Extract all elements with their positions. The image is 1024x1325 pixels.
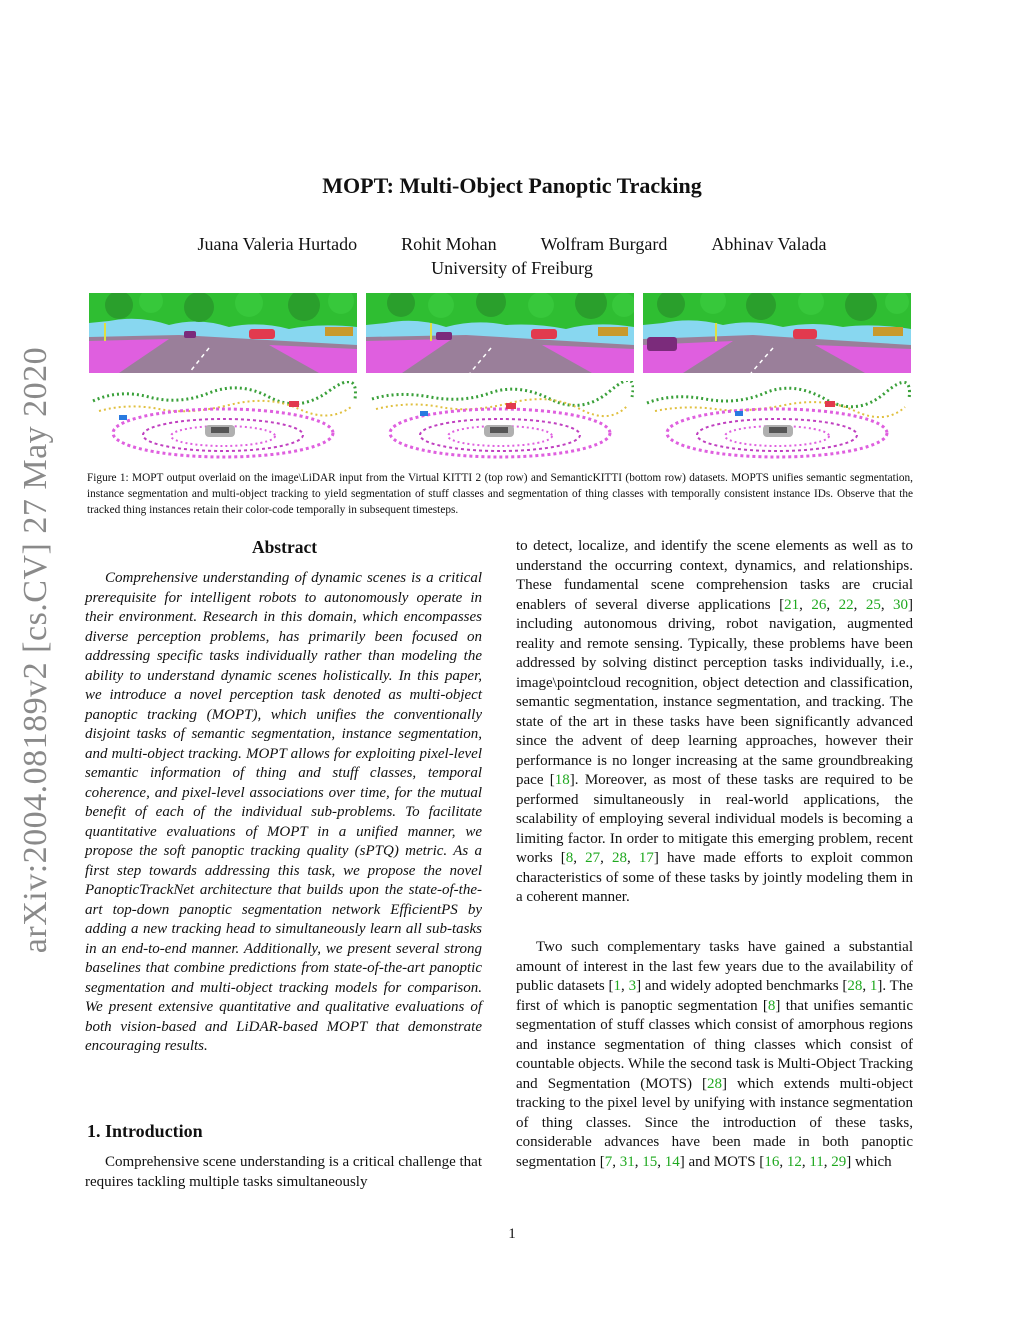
citation-link[interactable]: 8	[767, 997, 776, 1014]
citation-link[interactable]: 29	[831, 1153, 847, 1170]
intro-paragraph-2	[516, 938, 913, 1172]
author: Wolfram Burgard	[540, 234, 668, 254]
citation-link[interactable]: 12	[786, 1153, 802, 1170]
citation-link[interactable]: 25	[865, 596, 881, 613]
body-text: ,	[779, 1153, 787, 1170]
body-text: ,	[634, 1153, 643, 1170]
author: Rohit Mohan	[401, 234, 497, 254]
citation-link[interactable]: 1	[613, 978, 622, 994]
citation-link[interactable]: 27	[585, 850, 601, 866]
citation-link[interactable]: 8	[565, 850, 574, 866]
body-text: ,	[853, 596, 866, 613]
citation-link[interactable]: 28	[847, 978, 863, 994]
figure-panel-vkitti-1	[89, 293, 357, 373]
citation-link[interactable]: 17	[638, 850, 654, 866]
body-text: ] and widely adopted benchmarks [	[636, 978, 848, 994]
body-text: ,	[823, 1153, 832, 1170]
citation-link[interactable]: 3	[628, 978, 637, 994]
paper-title: MOPT: Multi-Object Panoptic Tracking	[322, 173, 702, 198]
author: Juana Valeria Hurtado	[197, 234, 358, 254]
body-text: ,	[600, 850, 612, 866]
body-text: ,	[657, 1153, 665, 1170]
figure-caption: Figure 1: MOPT output overlaid on the image\LiDAR input from the Virtual KITTI 2 (top row) and SemanticKITTI (bottom row) datasets. MOPTS unifies semantic segmentation, instance segmentation and multi-object tracking to yield segmentation of stuff classes and segmentation of thing classes with temporally consistent instance IDs. Observe that the tracked thing instances retain their color-code temporally in subsequent timesteps.	[87, 472, 913, 516]
affiliation: University of Freiburg	[431, 258, 593, 278]
figure-panel-semantickitti-2	[366, 381, 634, 461]
arxiv-stamp	[6, 330, 66, 970]
page-number: 1	[508, 1226, 516, 1242]
body-text: ] which	[846, 1153, 892, 1170]
body-text: ] that unifies semantic segmentation of stuff classes which consist of amorphous regions and instance segmentation of thing classes which consist of countable objects. While the second task is Multi-Object Tracking and Segmentation (MOTS) [	[516, 997, 913, 1092]
citation-link[interactable]: 28	[707, 1075, 722, 1092]
body-text: ] which extends multi-object tracking to the pixel level by unifying with instance segmentation of thing classes. Since the introduction of these tasks, considerable advances have been made in both panoptic segmentation [	[516, 1075, 913, 1170]
citation-link[interactable]: 14	[664, 1153, 680, 1170]
figure-panel-vkitti-3	[643, 293, 911, 373]
citation-link[interactable]: 11	[809, 1153, 824, 1170]
author: Abhinav Valada	[711, 234, 827, 254]
body-text: ]. The first of which is panoptic segmentation [	[516, 978, 913, 1014]
citation-link[interactable]: 22	[838, 596, 854, 613]
figure-panel-semantickitti-3	[643, 381, 911, 461]
figure-panel-vkitti-2	[366, 293, 634, 373]
body-text: ]. Moreover, as most of these tasks are required to be performed simultaneously in real-world applications, the scalability of employing several individual models is becoming a limiting factor. In order to mitigate this emerging problem, recent works [	[516, 772, 913, 866]
citation-link[interactable]: 30	[893, 596, 909, 613]
citation-link[interactable]: 16	[764, 1153, 780, 1170]
citation-link[interactable]: 7	[604, 1153, 613, 1170]
body-text: to detect, localize, and identify the scene elements as well as to understand the occurring context, dynamics, and relationships. These fundamental scene comprehension tasks are crucial enablers of several diverse applications [	[516, 538, 913, 613]
citation-link[interactable]: 15	[642, 1153, 658, 1170]
body-text: Two such complementary tasks have gained a substantial amount of interest in the last few years due to the availability of public datasets [	[516, 939, 913, 994]
body-text: ] have made efforts to exploit common characteristics of some of these tasks by jointly modeling them in a coherent manner.	[516, 850, 913, 905]
citation-link[interactable]: 21	[784, 596, 800, 613]
body-text: ,	[573, 850, 586, 866]
body-text: ,	[880, 596, 894, 613]
body-text: ] including autonomous driving, robot navigation, augmented reality and remote sensing. Typically, these problems have been addressed by solving distinct perception tasks individually, i.e., image\pointcloud recognition, object detection and classification, semantic segmentation, instance segmentation, and tracking. The state of the art in these tasks have been significantly advanced since the advent of deep learning approaches, however their performance is no longer increasing at the same groundbreaking pace [	[516, 596, 914, 788]
citation-link[interactable]: 28	[612, 850, 627, 866]
citation-link[interactable]: 31	[619, 1153, 635, 1170]
section-heading-introduction: 1. Introduction	[87, 1121, 203, 1141]
citation-link[interactable]: 18	[554, 772, 570, 788]
body-text: ] and MOTS [	[679, 1153, 765, 1170]
citation-link[interactable]: 26	[811, 596, 827, 613]
body-text: ,	[612, 1153, 620, 1170]
body-text: ,	[799, 596, 812, 613]
author-list	[0, 234, 1024, 255]
body-text: ,	[862, 978, 870, 994]
abstract-text: Comprehensive understanding of dynamic scenes is a critical prerequisite for intelligent robots to autonomously operate in their environment. Research in this domain, which encompasses diverse perception problems, has primarily been focused on addressing specific tasks individually rather than modeling the ability to understand dynamic scenes holistically. In this paper, we introduce a novel perception task denoted as multi-object panoptic tracking (MOPT), which unifies the conventionally disjoint tasks of semantic segmentation, instance segmentation, and multi-object tracking. MOPT allows for exploiting pixel-level semantic information of thing and stuff classes, temporal coherence, and pixel-level associations over time, for the mutual benefit of each of the individual sub-problems. To facilitate quantitative evaluations of MOPT in a unified manner, we propose the soft panoptic tracking quality (sPTQ) metric. As a first step towards addressing this task, we propose the novel PanopticTrackNet architecture that builds upon the state-of-the-art top-down panoptic segmentation network EfficientPS by adding a new tracking head to simultaneously learn all sub-tasks in an end-to-end manner. Additionally, we present several strong baselines that combine predictions from state-of-the-art panoptic segmentation and multi-object tracking models for comparison. We present extensive quantitative and qualitative evaluations of both vision-based and LiDAR-based MOPT that demonstrate encouraging results.	[85, 570, 482, 1054]
body-text: ,	[627, 850, 639, 866]
arxiv-id: arXiv:2004.08189v2 [cs.CV] 27 May 2020	[17, 346, 55, 954]
figure-panel-semantickitti-1	[89, 381, 357, 461]
body-text: ,	[826, 596, 839, 613]
intro-paragraph: Comprehensive scene understanding is a critical challenge that requires tackling multiple tasks simultaneously	[85, 1154, 482, 1190]
intro-paragraph-continued	[516, 537, 913, 908]
body-text: ,	[801, 1153, 810, 1170]
body-text: ,	[621, 978, 629, 994]
citation-link[interactable]: 1	[869, 978, 878, 994]
abstract-heading: Abstract	[251, 537, 318, 557]
